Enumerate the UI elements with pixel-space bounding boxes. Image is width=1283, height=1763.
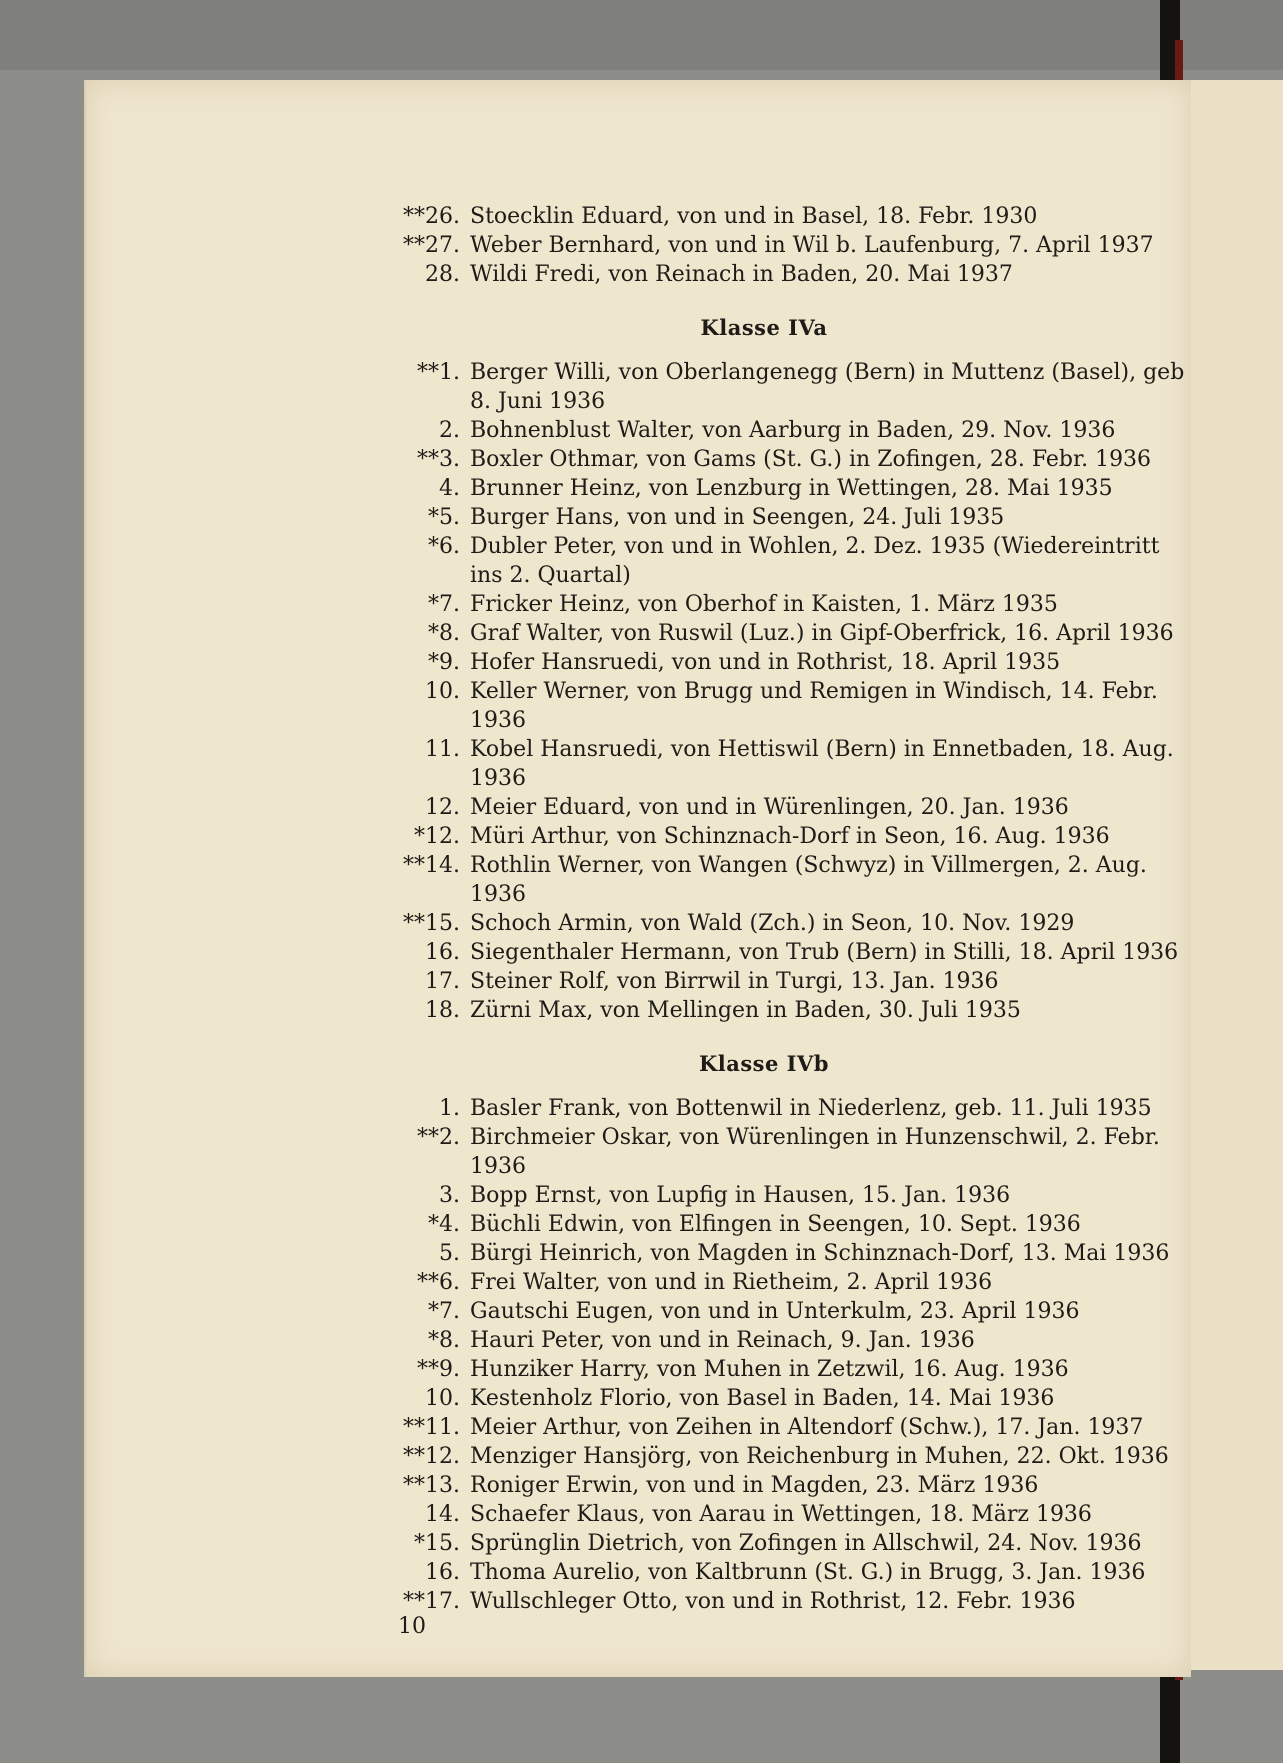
entry-number: *12. [414,824,460,849]
list-item [308,909,1188,938]
entry-number: *7. [428,592,460,617]
entry-number: **14. [403,853,460,878]
entry-text: Boxler Othmar, von Gams (St. G.) in Zofingen, 28. Febr. 1936 [470,447,1152,472]
list-item [308,1094,1188,1123]
entry-text: Weber Bernhard, von und in Wil b. Laufenburg, 7. April 1937 [470,233,1154,258]
entry-number: **3. [417,447,460,472]
entry-number: 14. [425,1502,460,1527]
entry-number: **26. [403,204,460,229]
entry-number: 10. [425,1386,460,1411]
entry-number: **27. [403,233,460,258]
entry-number: 28. [425,262,460,287]
entry-number: **6. [417,1270,460,1295]
list-item [308,590,1188,619]
continued-list [308,202,1188,289]
entry-text: Müri Arthur, von Schinznach-Dorf in Seon, 16. Aug. 1936 [470,824,1110,849]
entry-text: Thoma Aurelio, von Kaltbrunn (St. G.) in Brugg, 3. Jan. 1936 [470,1560,1146,1585]
entry-number: **11. [403,1415,460,1440]
list-item [308,1268,1188,1297]
entry-text: Roniger Erwin, von und in Magden, 23. März 1936 [470,1473,1039,1498]
list-item [308,474,1188,503]
entry-text: Menziger Hansjörg, von Reichenburg in Muhen, 22. Okt. 1936 [470,1444,1169,1469]
entry-number: **2. [417,1125,460,1150]
list-item [308,1587,1188,1616]
entry-number: 11. [425,737,460,762]
list-item [308,1297,1188,1326]
entry-text: Büchli Edwin, von Elfingen in Seengen, 10. Sept. 1936 [470,1212,1081,1237]
entry-text: Meier Arthur, von Zeihen in Altendorf (Schw.), 17. Jan. 1937 [470,1415,1144,1440]
entry-text: Hofer Hansruedi, von und in Rothrist, 18. April 1935 [470,650,1061,675]
entry-text: Hunziker Harry, von Muhen in Zetzwil, 16. Aug. 1936 [470,1357,1069,1382]
list-item [308,1181,1188,1210]
entry-text: Fricker Heinz, von Oberhof in Kaisten, 1. März 1935 [470,592,1058,617]
list-item [308,1471,1188,1500]
list-item [308,1326,1188,1355]
list-item [308,735,1188,793]
entry-text: Kobel Hansruedi, von Hettiswil (Bern) in Ennetbaden, 18. Aug. 1936 [470,737,1174,791]
entry-text: Frei Walter, von und in Rietheim, 2. April 1936 [470,1270,993,1295]
entry-text: Birchmeier Oskar, von Würenlingen in Hunzenschwil, 2. Febr. 1936 [470,1125,1160,1179]
entry-text: Rothlin Werner, von Wangen (Schwyz) in Villmergen, 2. Aug. 1936 [470,853,1147,907]
list-item [308,503,1188,532]
list-item [308,1500,1188,1529]
list-item [308,445,1188,474]
entry-text: Berger Willi, von Oberlangenegg (Bern) in Muttenz (Basel), geb 8. Juni 1936 [470,360,1185,414]
entry-number: 16. [425,940,460,965]
page-content [308,202,1188,1616]
entry-number: **15. [403,911,460,936]
list-item [308,1239,1188,1268]
klasse-iva-heading: Klasse IVa [700,315,828,340]
list-item [308,202,1188,231]
facing-page-edge [1188,80,1283,1670]
entry-number: 16. [425,1560,460,1585]
entry-text: Wildi Fredi, von Reinach in Baden, 20. Mai 1937 [470,262,1013,287]
entry-number: *9. [428,650,460,675]
entry-number: **1. [417,360,460,385]
entry-number: 10. [425,679,460,704]
list-item [308,1210,1188,1239]
entry-number: 4. [439,476,460,501]
entry-text: Hauri Peter, von und in Reinach, 9. Jan. 1936 [470,1328,975,1353]
entry-text: Basler Frank, von Bottenwil in Niederlenz, geb. 11. Juli 1935 [470,1096,1152,1121]
entry-number: 12. [425,795,460,820]
entry-text: Burger Hans, von und in Seengen, 24. Juli 1935 [470,505,1005,530]
entry-number: *15. [414,1531,460,1556]
entry-text: Siegenthaler Hermann, von Trub (Bern) in Stilli, 18. April 1936 [470,940,1179,965]
entry-text: Sprünglin Dietrich, von Zofingen in Allschwil, 24. Nov. 1936 [470,1531,1142,1556]
entry-text: Kestenholz Florio, von Basel in Baden, 14. Mai 1936 [470,1386,1055,1411]
list-item [308,1442,1188,1471]
list-item [308,822,1188,851]
list-item [308,358,1188,416]
list-item [308,1413,1188,1442]
entry-text: Bopp Ernst, von Lupfig in Hausen, 15. Jan. 1936 [470,1183,1011,1208]
list-item [308,231,1188,260]
entry-number: **12. [403,1444,460,1469]
klasse-iva-list [308,358,1188,1025]
entry-text: Gautschi Eugen, von und in Unterkulm, 23. April 1936 [470,1299,1080,1324]
entry-number: **9. [417,1357,460,1382]
entry-number: *7. [428,1299,460,1324]
entry-number: 18. [425,998,460,1023]
entry-number: 1. [439,1096,460,1121]
entry-text: Schaefer Klaus, von Aarau in Wettingen, 18. März 1936 [470,1502,1092,1527]
list-item [308,260,1188,289]
list-item [308,648,1188,677]
list-item [308,967,1188,996]
entry-number: 3. [439,1183,460,1208]
list-item [308,938,1188,967]
entry-text: Stoecklin Eduard, von und in Basel, 18. Febr. 1930 [470,204,1038,229]
list-item [308,1123,1188,1181]
entry-text: Wullschleger Otto, von und in Rothrist, 12. Febr. 1936 [470,1589,1076,1614]
list-item [308,532,1188,590]
entry-number: 2. [439,418,460,443]
entry-number: **13. [403,1473,460,1498]
entry-number: 17. [425,969,460,994]
list-item [308,996,1188,1025]
scan-top-edge [0,0,1283,70]
entry-number: *8. [428,1328,460,1353]
list-item [308,1355,1188,1384]
list-item [308,677,1188,735]
entry-number: *8. [428,621,460,646]
page-number: 10 [398,1614,426,1639]
entry-number: *5. [428,505,460,530]
entry-text: Keller Werner, von Brugg und Remigen in Windisch, 14. Febr. 1936 [470,679,1158,733]
list-item [308,1529,1188,1558]
entry-text: Bohnenblust Walter, von Aarburg in Baden, 29. Nov. 1936 [470,418,1116,443]
list-item [308,619,1188,648]
entry-text: Dubler Peter, von und in Wohlen, 2. Dez. 1935 (Wiedereintritt ins 2. Quartal) [470,534,1160,588]
entry-number: *6. [428,534,460,559]
entry-text: Bürgi Heinrich, von Magden in Schinznach-Dorf, 13. Mai 1936 [470,1241,1170,1266]
list-item [308,851,1188,909]
list-item [308,1384,1188,1413]
book-page [84,80,1191,1677]
entry-text: Steiner Rolf, von Birrwil in Turgi, 13. Jan. 1936 [470,969,999,994]
entry-number: **17. [403,1589,460,1614]
list-item [308,793,1188,822]
klasse-ivb-list [308,1094,1188,1616]
entry-text: Zürni Max, von Mellingen in Baden, 30. Juli 1935 [470,998,1021,1023]
entry-text: Graf Walter, von Ruswil (Luz.) in Gipf-Oberfrick, 16. April 1936 [470,621,1174,646]
entry-text: Schoch Armin, von Wald (Zch.) in Seon, 10. Nov. 1929 [470,911,1075,936]
list-item [308,1558,1188,1587]
list-item [308,416,1188,445]
klasse-ivb-heading: Klasse IVb [699,1051,829,1076]
entry-text: Meier Eduard, von und in Würenlingen, 20. Jan. 1936 [470,795,1069,820]
entry-number: *4. [428,1212,460,1237]
entry-number: 5. [439,1241,460,1266]
entry-text: Brunner Heinz, von Lenzburg in Wettingen, 28. Mai 1935 [470,476,1113,501]
